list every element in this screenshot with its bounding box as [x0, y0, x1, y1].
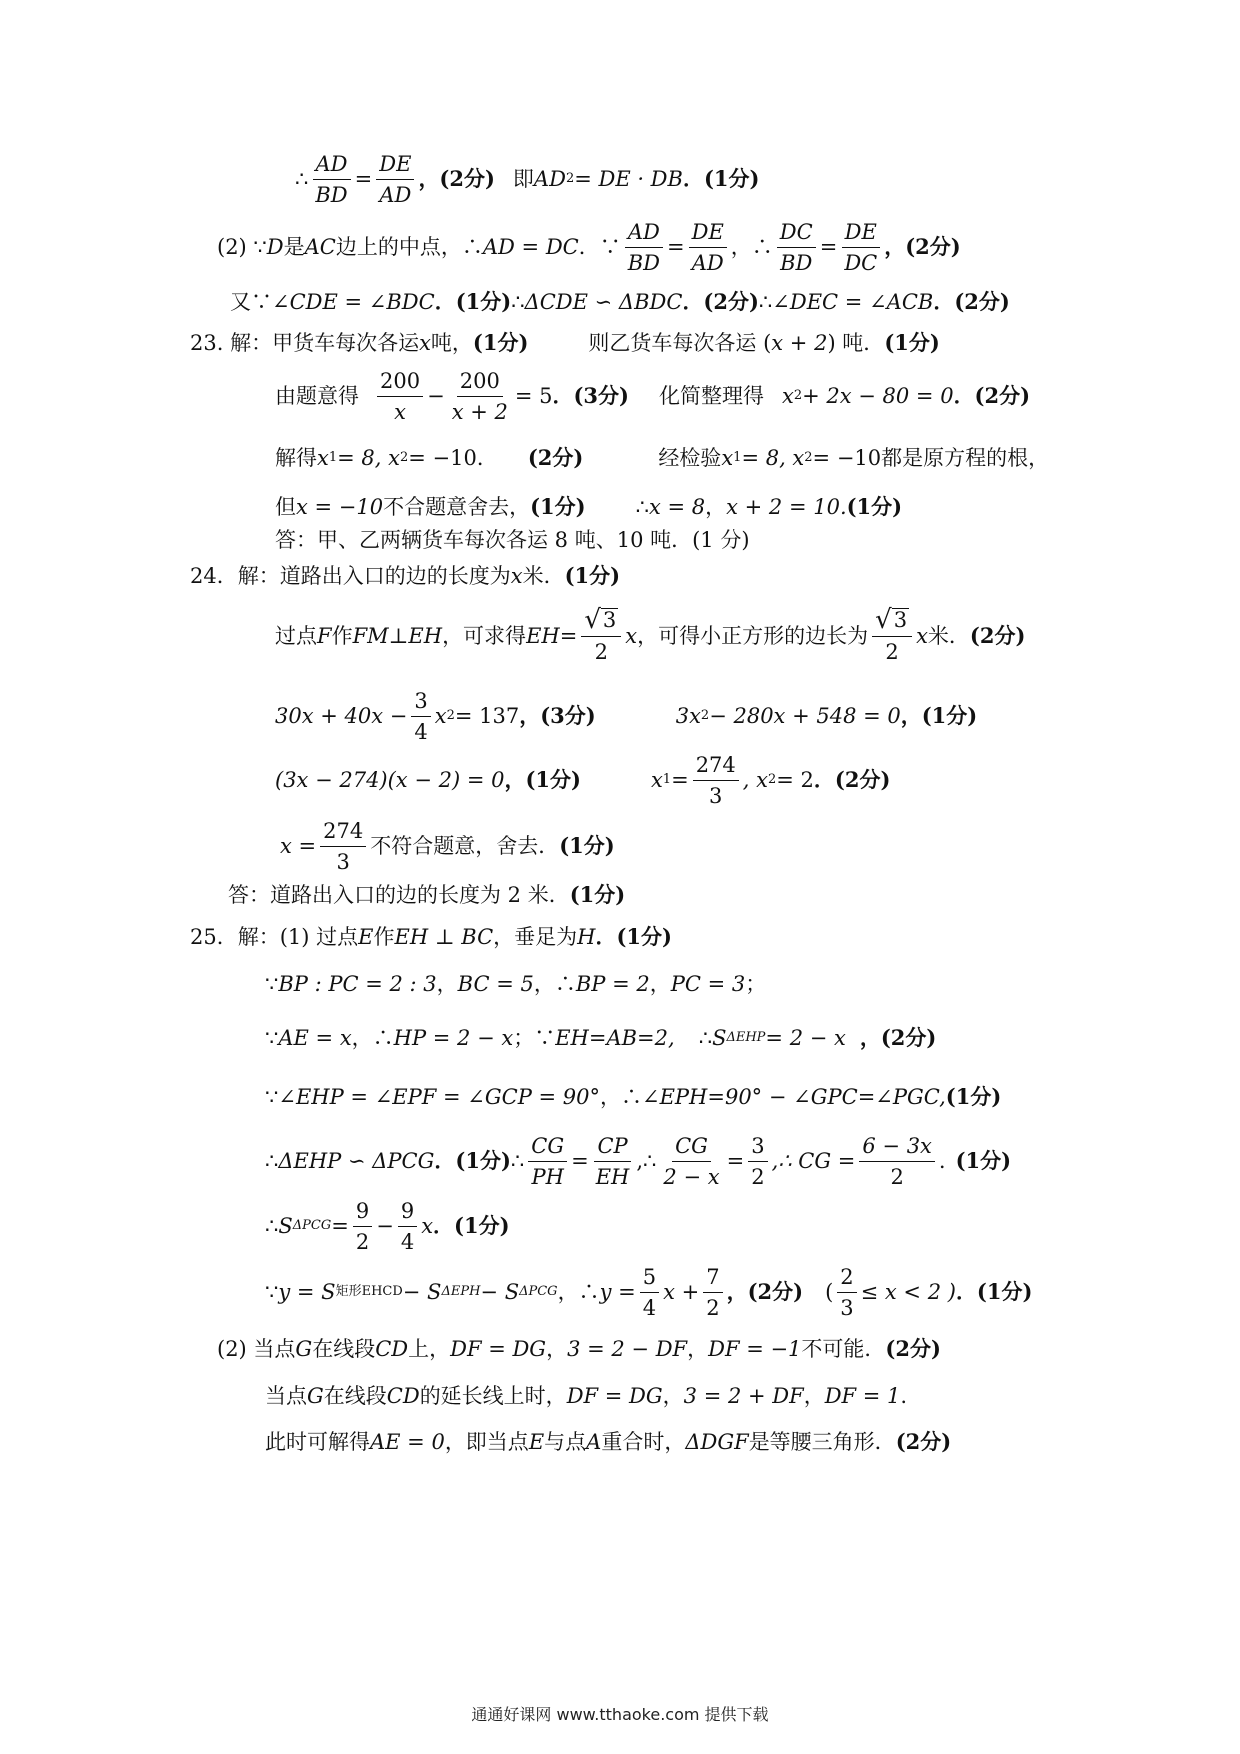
fraction: $\frac{CP}{EH}$ — [595, 1133, 630, 1189]
page-footer: 通通好课网 www.tthaoke.com 提供下载 — [471, 1705, 769, 1724]
question-25-label: 25．解：(1) 过点 — [190, 925, 359, 949]
fraction-ad-bd: $\frac{AD}{BD}$ — [312, 151, 350, 208]
line-q24-reject: x = $\frac{274}{3}$ 不符合题意，舍去． (1分) — [280, 818, 615, 874]
score: ，(3分) — [519, 703, 596, 728]
score: (1分) — [884, 330, 940, 355]
fraction: $\frac{9}{4}$ — [398, 1198, 417, 1255]
therefore-symbol: ∴ — [295, 167, 309, 191]
fraction: $\frac{DE}{AD}$ — [689, 219, 727, 276]
question-23-label: 23. 解：甲货车每次各运 — [190, 331, 420, 355]
line-q23-solution: 解得 x 1 = 8, x 2 = −10 ． (2分) 经检验 x 1 = 8, x 2 = −10 都是原方程的根， — [275, 443, 1049, 473]
score: ，(2分) — [859, 1025, 937, 1050]
score: (1分) — [472, 330, 529, 355]
fraction: $\frac{6 - 3x}{2}$ — [859, 1133, 935, 1190]
score: ．(2分) — [933, 289, 1010, 314]
fraction: $\frac{AD}{BD}$ — [625, 219, 663, 276]
score: ．(3分) — [552, 383, 629, 408]
fraction: $\frac{2}{3}$ — [837, 1264, 856, 1321]
score: (2分) — [885, 1336, 941, 1361]
line-q25-angles: ∵ ∠EHP = ∠EPF = ∠GCP = 90° ，∴ ∠EPH=90° − ∠GPC=∠PGC, (1分) — [265, 1082, 1001, 1112]
score: ，(1分) — [504, 767, 581, 792]
sqrt-symbol: √ 3 — [875, 604, 908, 635]
score: ，(2分) — [884, 234, 961, 259]
line-q25-ratio: ∵ BP : PC = 2 : 3 ， BC = 5 ，∴ BP = 2 ， PC = 3 ； — [265, 972, 767, 996]
score: (1分) — [945, 1084, 1002, 1109]
line-q25-spcg: ∴ S ΔPCG = $\frac{9}{2}$ − $\frac{9}{4}$ x ．(1分) — [265, 1198, 510, 1254]
fraction: $\frac{CG}{2 - x}$ — [663, 1133, 720, 1189]
line-q24-answer: 答：道路出入口的边的长度为 2 米． (1分) — [228, 880, 625, 910]
score: ．(1分) — [595, 924, 672, 949]
fraction: $\frac{DE}{DC}$ — [841, 219, 880, 276]
line-q24-equation: 30x + 40x − $\frac{3}{4}$ x 2 = 137 ，(3分) 3x 2 − 280x + 548 = 0 ，(1分) — [275, 688, 978, 744]
score: ．(1分) — [434, 1148, 511, 1173]
line-q25-intro: 25．解：(1) 过点 E 作 EH ⊥ BC ，垂足为 H ．(1分) — [190, 922, 672, 952]
score: (1分) — [955, 1148, 1012, 1173]
score: ．(1分) — [682, 166, 760, 191]
score: ，(1分) — [900, 703, 978, 728]
score: (1分) — [559, 833, 615, 858]
line-q25-part2-c: 此时可解得 AE = 0 ，即当点 E 与点 A 重合时， ΔDGF 是等腰三角形． (2分) — [265, 1427, 951, 1457]
question-24-label: 24．解：道路出入口的边的长度为 — [190, 564, 511, 588]
fraction-de-ad: $\frac{DE}{AD}$ — [376, 151, 414, 208]
line-3: 又∵ ∠CDE = ∠BDC ．(1分) ∴ ΔCDE ∽ ΔBDC ．(2分) ∴ ∠DEC = ∠ACB ．(2分) — [230, 287, 1010, 317]
line-q25-function: ∵ y = S 矩形EHCD − S ΔEPH − S ΔPCG ，∴ y = $\frac{5}{4}$ x + $\frac{7}{2}$ ，(2分) ( $\frac{2}{3}$ ≤ x < 2 ) ．(1分) — [265, 1264, 1033, 1320]
score: (1分) — [846, 494, 903, 519]
fraction-sqrt3-over-2: √ 3 2 — [872, 608, 912, 665]
score: ．(2分) — [682, 289, 759, 314]
fraction: $\frac{274}{3}$ — [320, 818, 366, 875]
score: (2分) — [969, 623, 1026, 648]
line-q23-equation: 由题意得 $\frac{200}{x}$ − $\frac{200}{x + 2}$ = 5 ．(3分) 化简整理得 x 2 + 2x − 80 = 0 ．(2分) — [275, 368, 1031, 424]
fraction: $\frac{3}{2}$ — [748, 1133, 767, 1190]
line-q25-part2-a: (2) 当点 G 在线段 CD 上， DF = DG ， 3 = 2 − DF ， DF = −1 不可能． (2分) — [217, 1334, 941, 1364]
fraction: $\frac{9}{2}$ — [353, 1198, 372, 1255]
line-q24-factor: (3x − 274)(x − 2) = 0 ，(1分) x 1 = $\frac{274}{3}$ , x 2 = 2 ．(2分) — [275, 752, 891, 808]
score: (1分) — [564, 563, 621, 588]
fraction: $\frac{CG}{PH}$ — [528, 1133, 567, 1190]
fraction: $\frac{274}{3}$ — [693, 752, 739, 809]
fraction: $\frac{DC}{BD}$ — [777, 219, 816, 276]
score: ．(1分) — [955, 1279, 1033, 1304]
line-q23-check: 但 x = −10 不合题意舍去， (1分) ∴ x = 8 ， x + 2 = 10. (1分) — [275, 492, 902, 522]
fraction: $\frac{3}{4}$ — [411, 688, 430, 745]
sqrt-symbol: √ 3 — [584, 604, 617, 635]
line-q24-geometry: 过点 F 作 FM ⊥ EH ，可求得 EH= √ 3 2 x ，可得小正方形的边长为 √ 3 2 x 米． (2分) — [275, 604, 1026, 664]
fraction: $\frac{5}{4}$ — [640, 1264, 659, 1321]
score: (1分) — [530, 494, 586, 519]
line-2: (2) ∵ D 是 AC 边上的中点，∴ AD = DC ．∵ $\frac{AD}{BD}$ = $\frac{DE}{AD}$ ，∴ $\frac{DC}{BD}$ = $\frac{DE}{DC}$ ，(2分) — [217, 219, 961, 275]
line-q23-intro: 23. 解：甲货车每次各运 x 吨， (1分) 则乙货车每次各运 ( x + 2 ) 吨． (1分) — [190, 328, 940, 358]
score: ．(2分) — [953, 383, 1031, 408]
line-q24-intro: 24．解：道路出入口的边的长度为 x 米． (1分) — [190, 561, 620, 591]
line-q23-answer: 答：甲、乙两辆货车每次各运 8 吨、10 吨．(1 分) — [275, 528, 750, 552]
fraction: $\frac{7}{2}$ — [703, 1264, 722, 1321]
score: (1分) — [569, 882, 626, 907]
fraction: $\frac{200}{x + 2}$ — [451, 368, 508, 424]
line-q25-area: ∵ AE = x ，∴ HP = 2 − x ；∵ EH=AB=2, ∴ S ΔEHP = 2 − x ，(2分) — [265, 1023, 936, 1053]
score: ．(1分) — [433, 1213, 510, 1238]
fraction: $\frac{200}{x}$ — [377, 368, 423, 425]
score: ，(2分) — [418, 166, 495, 191]
line-1: ∴ $\frac{AD}{BD}$ = $\frac{DE}{AD}$ ，(2分) 即 AD 2 = DE · DB ．(1分) — [295, 151, 760, 207]
score: ，(2分) — [726, 1279, 804, 1304]
fraction-sqrt3-over-2: √ 3 2 — [581, 608, 621, 665]
line-q25-similar: ∴ ΔEHP ∽ ΔPCG ．(1分) ∴ $\frac{CG}{PH}$ = $\frac{CP}{EH}$ ,∴ $\frac{CG}{2 - x}$ = $\frac{3}{2}$ ,∴ CG = $\frac{6 - 3x}{2}$ . (1分) — [265, 1133, 1012, 1189]
line-q25-part2-b: 当点 G 在线段 CD 的延长线上时， DF = DG ， 3 = 2 + DF ， DF = 1 . — [265, 1384, 908, 1408]
score: (2分) — [895, 1429, 952, 1454]
score: ．(2分) — [813, 767, 891, 792]
score: (2分) — [527, 445, 584, 470]
score: ．(1分) — [434, 289, 512, 314]
